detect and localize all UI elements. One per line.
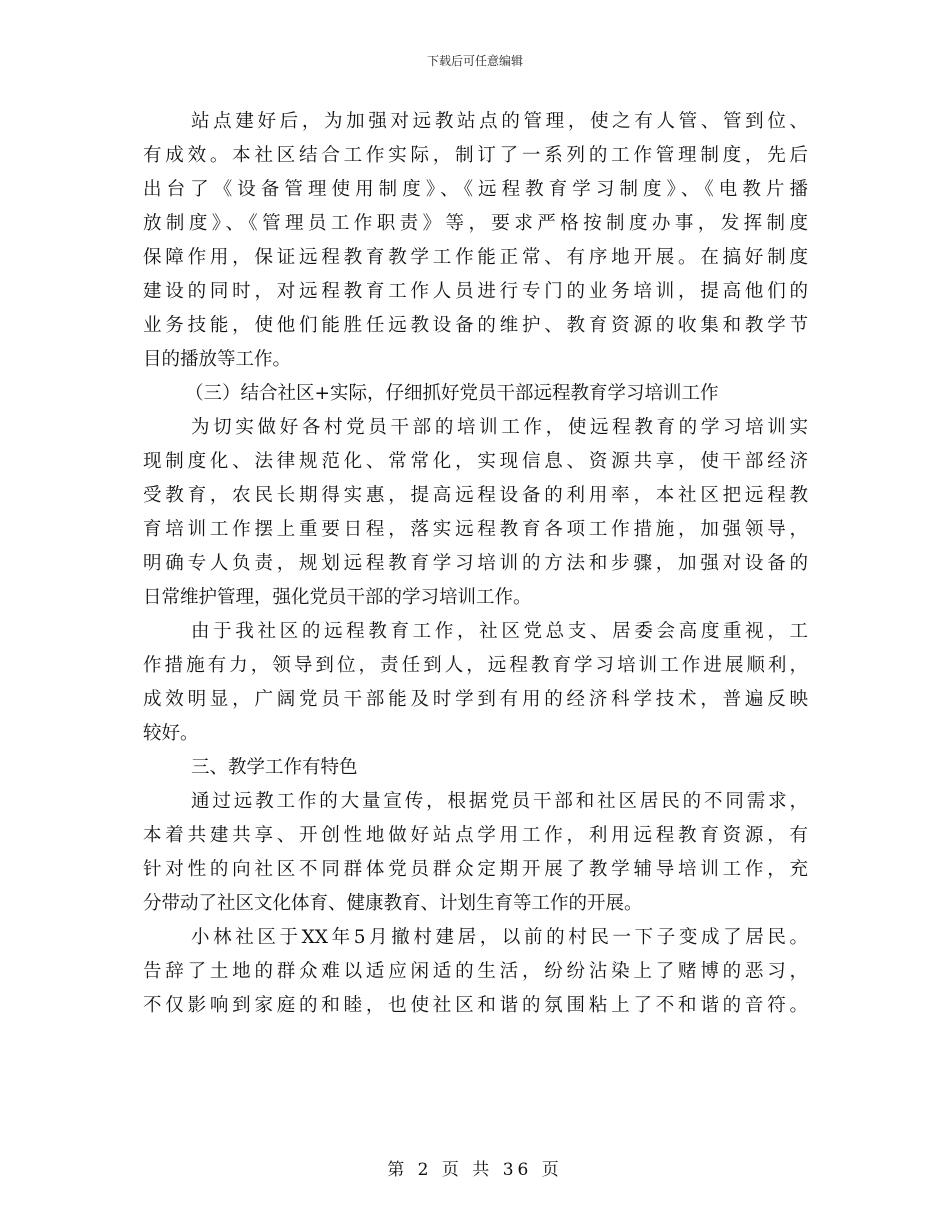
text-line: 成效明显，广阔党员干部能及时学到有用的经济科学技术，普遍反映: [143, 689, 808, 710]
text-line: 小林社区于XX年5月撤村建居，以前的村民一下子变成了居民。: [191, 927, 808, 948]
text-line: 保障作用，保证远程教育教学工作能正常、有序地开展。在搞好制度: [143, 247, 808, 268]
text-line: 分带动了社区文化体育、健康教育、计划生育等工作的开展。: [143, 893, 643, 914]
text-line: 有成效。本社区结合工作实际，制订了一系列的工作管理制度，先后: [143, 145, 808, 166]
text-line: 不仅影响到家庭的和睦，也使社区和谐的氛围粘上了不和谐的音符。: [143, 995, 808, 1016]
text-line: 告辞了土地的群众难以适应闲适的生活，纷纷沾染上了赌博的恶习，: [143, 961, 808, 982]
text-line: 站点建好后，为加强对远教站点的管理，使之有人管、管到位、: [191, 111, 808, 132]
text-line: 现制度化、法律规范化、常常化，实现信息、资源共享，使干部经济: [143, 451, 808, 472]
page-number: 第 2 页 共 36 页: [387, 1160, 563, 1180]
text-line: 由于我社区的远程教育工作，社区党总支、居委会高度重视，工: [191, 621, 808, 642]
text-line: 三、教学工作有特色: [191, 757, 358, 778]
text-line: 受教育，农民长期得实惠，提高远程设备的利用率，本社区把远程教: [143, 485, 808, 506]
text-line: 业务技能，使他们能胜任远教设备的维护、教育资源的收集和教学节: [143, 315, 808, 336]
text-line: 明确专人负责，规划远程教育学习培训的方法和步骤，加强对设备的: [143, 553, 808, 574]
text-line: 育培训工作摆上重要日程，落实远程教育各项工作措施，加强领导，: [143, 519, 808, 540]
page-header: 下载后可任意编辑: [426, 54, 523, 68]
text-line: 日常维护管理，强化党员干部的学习培训工作。: [143, 587, 532, 608]
text-line: 为切实做好各村党员干部的培训工作，使远程教育的学习培训实: [191, 417, 808, 438]
text-line: 建设的同时，对远程教育工作人员进行专门的业务培训，提高他们的: [143, 281, 808, 302]
text-line: 作措施有力，领导到位，责任到人，远程教育学习培训工作进展顺利，: [143, 655, 808, 676]
text-line: （三）结合社区+实际，仔细抓好党员干部远程教育学习培训工作: [185, 383, 719, 404]
text-line: 放制度》、《管理员工作职责》等，要求严格按制度办事，发挥制度: [143, 213, 808, 234]
text-line: 较好。: [143, 723, 199, 744]
text-line: 目的播放等工作。: [143, 349, 292, 370]
document-body: [143, 105, 808, 1023]
text-line: 针对性的向社区不同群体党员群众定期开展了教学辅导培训工作，充: [143, 859, 808, 880]
text-line: 通过远教工作的大量宣传，根据党员干部和社区居民的不同需求，: [191, 791, 808, 812]
text-line: 本着共建共享、开创性地做好站点学用工作，利用远程教育资源，有: [143, 825, 808, 846]
text-line: 出台了《设备管理使用制度》、《远程教育学习制度》、《电教片播: [143, 179, 808, 200]
